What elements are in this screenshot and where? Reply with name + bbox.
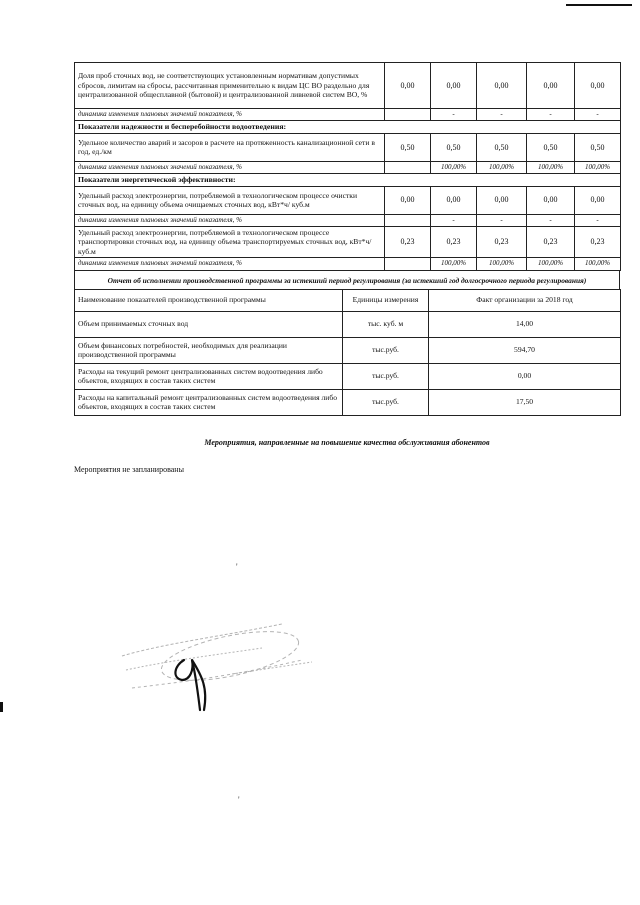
- indicator-row: [75, 63, 621, 109]
- dynamics-row: [75, 214, 621, 226]
- section-title: Показатели надежности и бесперебойности водоотведения:: [75, 121, 621, 133]
- indicator-label: Удельный расход электроэнергии, потребляемой в технологическом процессе транспортировки сточных вод, на единицу объема транспортируемых сточных вод, кВт*ч/ куб.м: [75, 227, 385, 258]
- table-row: [75, 389, 621, 415]
- indicator-value: 0,50: [527, 133, 575, 161]
- row-unit: тыс. куб. м: [343, 311, 429, 337]
- indicator-value: 100,00%: [527, 258, 575, 270]
- indicator-label: динамика изменения плановых значений показателя, %: [75, 258, 385, 270]
- margin-mark: [0, 702, 3, 712]
- indicator-value: -: [477, 214, 527, 226]
- row-label: Объем принимаемых сточных вод: [75, 311, 343, 337]
- indicator-label: динамика изменения плановых значений показателя, %: [75, 214, 385, 226]
- indicator-value: 0,50: [431, 133, 477, 161]
- section-row: [75, 121, 621, 133]
- indicator-row: [75, 186, 621, 214]
- indicator-value: 0,00: [527, 63, 575, 109]
- row-unit: тыс.руб.: [343, 337, 429, 363]
- indicator-value: 100,00%: [431, 161, 477, 173]
- production-program-report-table: [74, 289, 621, 416]
- indicator-value: 0,23: [575, 227, 621, 258]
- measures-note: Мероприятия не запланированы: [74, 465, 184, 474]
- indicator-value: 0,50: [477, 133, 527, 161]
- indicator-value: -: [575, 214, 621, 226]
- dynamics-row: [75, 161, 621, 173]
- indicator-label: Удельный расход электроэнергии, потребляемой в технологическом процессе очистки сточных вод, на единицу объема очищаемых сточных вод, кВт*ч/ куб.м: [75, 186, 385, 214]
- indicator-value: 100,00%: [431, 258, 477, 270]
- indicator-value: 0,00: [477, 186, 527, 214]
- indicator-value: 0,23: [527, 227, 575, 258]
- indicator-label: Удельное количество аварий и засоров в расчете на протяженность канализационной сети в год, ед./км: [75, 133, 385, 161]
- indicator-value: 0,00: [385, 63, 431, 109]
- row-label: Объем финансовых потребностей, необходимых для реализации производственной программы: [75, 337, 343, 363]
- scan-speck: ': [238, 795, 240, 805]
- indicator-value: -: [575, 109, 621, 121]
- table-row: [75, 337, 621, 363]
- faded-stamp-and-signature-icon: [112, 614, 332, 714]
- section-row: [75, 174, 621, 186]
- indicator-value: 0,00: [575, 186, 621, 214]
- indicator-value: 0,00: [575, 63, 621, 109]
- indicator-value: -: [527, 214, 575, 226]
- section-title: Показатели энергетической эффективности:: [75, 174, 621, 186]
- header-units: Единицы измерения: [343, 289, 429, 311]
- indicator-value: 0,23: [431, 227, 477, 258]
- header-fact: Факт организации за 2018 год: [429, 289, 621, 311]
- report-caption: Отчет об исполнении производственной программы за истекший период регулирования (за истекший год долгосрочного периода регулирования): [74, 271, 620, 289]
- document-body: [74, 62, 620, 416]
- indicators-table: [74, 62, 621, 271]
- indicator-label: Доля проб сточных вод, не соответствующих установленным нормативам допустимых сбросов, лимитам на сбросы, рассчитанная применительно к видам ЦС ВО раздельно для централизованной общесплавной (бытовой) и централизованной ливневой систем ВО, %: [75, 63, 385, 109]
- indicator-value: -: [477, 109, 527, 121]
- table-header-row: [75, 289, 621, 311]
- table-row: [75, 363, 621, 389]
- measures-heading: Мероприятия, направленные на повышение качества обслуживания абонентов: [204, 438, 490, 447]
- indicator-value: 0,23: [385, 227, 431, 258]
- indicator-row: [75, 133, 621, 161]
- indicator-value: -: [527, 109, 575, 121]
- indicator-value: 0,00: [431, 186, 477, 214]
- indicator-value: 0,50: [575, 133, 621, 161]
- indicator-value: 100,00%: [477, 258, 527, 270]
- indicator-value: 0,00: [527, 186, 575, 214]
- scan-speck: ': [236, 562, 238, 572]
- row-value: 17,50: [429, 389, 621, 415]
- header-indicator: Наименование показателей производственной программы: [75, 289, 343, 311]
- indicator-value: [385, 161, 431, 173]
- row-label: Расходы на капитальный ремонт централизованных систем водоотведения либо объектов, входящих в состав таких систем: [75, 389, 343, 415]
- indicator-label: динамика изменения плановых значений показателя, %: [75, 161, 385, 173]
- indicator-value: 0,23: [477, 227, 527, 258]
- indicator-row: [75, 227, 621, 258]
- indicator-value: 0,00: [431, 63, 477, 109]
- indicator-value: 100,00%: [575, 258, 621, 270]
- indicator-value: -: [431, 214, 477, 226]
- indicator-value: [385, 258, 431, 270]
- dynamics-row: [75, 258, 621, 270]
- indicator-value: 0,00: [385, 186, 431, 214]
- row-value: 594,70: [429, 337, 621, 363]
- indicator-value: 0,50: [385, 133, 431, 161]
- row-value: 0,00: [429, 363, 621, 389]
- row-unit: тыс.руб.: [343, 363, 429, 389]
- indicator-value: -: [431, 109, 477, 121]
- indicator-value: [385, 214, 431, 226]
- row-label: Расходы на текущий ремонт централизованных систем водоотведения либо объектов, входящих в состав таких систем: [75, 363, 343, 389]
- row-unit: тыс.руб.: [343, 389, 429, 415]
- indicator-value: [385, 109, 431, 121]
- indicator-value: 100,00%: [477, 161, 527, 173]
- row-value: 14,00: [429, 311, 621, 337]
- indicator-value: 0,00: [477, 63, 527, 109]
- indicator-value: 100,00%: [575, 161, 621, 173]
- top-edge-line: [566, 4, 632, 6]
- indicator-label: динамика изменения плановых значений показателя, %: [75, 109, 385, 121]
- indicator-value: 100,00%: [527, 161, 575, 173]
- table-row: [75, 311, 621, 337]
- dynamics-row: [75, 109, 621, 121]
